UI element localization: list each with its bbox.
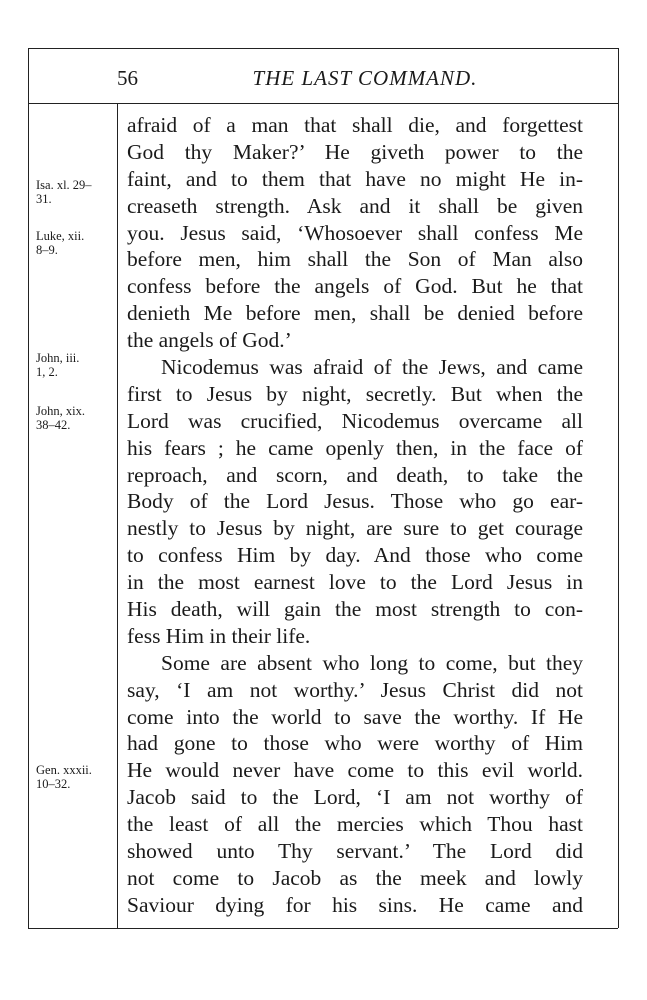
text-line: His death, will gain the most strength to con-	[127, 597, 583, 622]
paragraph-start-line: Nicodemus was afraid of the Jews, and came	[161, 355, 583, 380]
margin-column-rule	[117, 103, 118, 928]
margin-note-line: 38–42.	[36, 418, 71, 432]
text-line: Jacob said to the Lord, ‘I am not worthy of	[127, 785, 583, 810]
text-line: not come to Jacob as the meek and lowly	[127, 865, 583, 890]
margin-note-line: Gen. xxxii.	[36, 763, 92, 777]
margin-note-line: 8–9.	[36, 243, 58, 257]
page-number: 56	[117, 66, 138, 90]
text-line: Body of the Lord Jesus. Those who go ear-	[127, 489, 583, 514]
margin-note-line: John, xix.	[36, 404, 85, 418]
margin-note-line: 10–32.	[36, 777, 71, 791]
text-line: showed unto Thy servant.’ The Lord did	[127, 839, 583, 864]
text-line: afraid of a man that shall die, and forgettest	[127, 113, 583, 137]
margin-note-line: John, iii.	[36, 351, 80, 365]
margin-note-line: Luke, xii.	[36, 229, 85, 243]
paragraph-start-line: Some are absent who long to come, but they	[161, 650, 583, 675]
text-line: before men, him shall the Son of Man also	[127, 247, 583, 272]
text-line: reproach, and scorn, and death, to take the	[127, 462, 583, 487]
text-line: creaseth strength. Ask and it shall be given	[127, 193, 583, 218]
text-line: first to Jesus by night, secretly. But when the	[127, 381, 583, 406]
text-line: say, ‘I am not worthy.’ Jesus Christ did not	[127, 677, 583, 702]
margin-note-line: 31.	[36, 192, 52, 206]
text-line: He would never have come to this evil world.	[127, 758, 583, 783]
margin-note-genesis	[36, 763, 116, 791]
text-line: his fears ; he came openly then, in the face of	[127, 435, 583, 460]
text-line: come into the world to save the worthy. If He	[127, 704, 583, 729]
text-line: nestly to Jesus by night, are sure to get courage	[127, 516, 583, 541]
running-title: THE LAST COMMAND.	[252, 66, 478, 90]
text-line: fess Him in their life.	[127, 623, 311, 648]
margin-note-john-iii	[36, 351, 116, 379]
text-line: in the most earnest love to the Lord Jesus in	[127, 570, 583, 595]
body-text	[127, 112, 583, 919]
text-line: Lord was crucified, Nicodemus overcame all	[127, 408, 583, 433]
frame-left-rule	[28, 48, 29, 928]
margin-note-line: 1, 2.	[36, 365, 58, 379]
margin-note-john-xix	[36, 404, 116, 432]
frame-top-rule	[28, 48, 618, 49]
text-line: denieth Me before men, shall be denied before	[127, 301, 583, 326]
text-line: you. Jesus said, ‘Whosoever shall confess Me	[127, 220, 583, 245]
text-line: had gone to those who were worthy of Him	[127, 731, 583, 756]
text-line: to confess Him by day. And those who come	[127, 543, 583, 568]
margin-note-luke	[36, 229, 116, 257]
text-line: Saviour dying for his sins. He came and	[127, 892, 583, 917]
text-line: the least of all the mercies which Thou hast	[127, 812, 583, 837]
margin-note-isaiah	[36, 178, 116, 206]
text-line: God thy Maker?’ He giveth power to the	[127, 139, 583, 164]
text-line: the angels of God.’	[127, 328, 292, 353]
text-line: confess before the angels of God. But he that	[127, 274, 583, 299]
frame-bottom-rule	[28, 928, 618, 929]
margin-note-line: Isa. xl. 29–	[36, 178, 92, 192]
frame-right-rule	[618, 48, 619, 928]
text-line: faint, and to them that have no might He in-	[127, 166, 583, 191]
